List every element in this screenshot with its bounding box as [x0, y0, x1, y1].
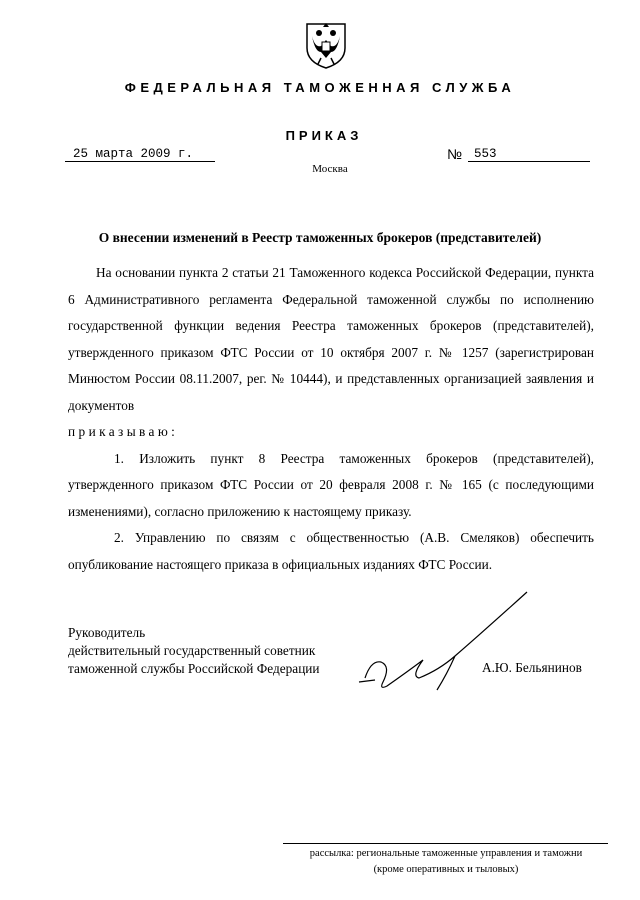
signatory-name: А.Ю. Бельянинов — [482, 660, 582, 675]
document-type: ПРИКАЗ — [285, 128, 363, 143]
order-date: 25 марта 2009 г. — [65, 147, 215, 162]
distribution-divider — [283, 843, 608, 844]
preamble-paragraph: На основании пункта 2 статьи 21 Таможенного кодекса Российской Федерации, пункта 6 Административного регламента Федеральной таможенной службы по исполнению государственной функции ведения Реестра таможенных брокеров (представителей), утвержденного приказом ФТС России от 10 октября 2007 г. № 1257 (зарегистрирован Минюстом России 08.11.2007, рег. № 10444), и представленных организацией заявления и документов — [68, 265, 594, 413]
position-line-3: таможенной службы Российской Федерации — [68, 661, 320, 676]
distribution-line-2: (кроме оперативных и тыловых) — [373, 864, 519, 875]
position-line-1: Руководитель — [68, 625, 146, 640]
city: Москва — [312, 163, 348, 175]
agency-name: ФЕДЕРАЛЬНАЯ ТАМОЖЕННАЯ СЛУЖБА — [124, 80, 516, 95]
number-label: № — [447, 146, 463, 162]
distribution-line-1: рассылка: региональные таможенные управления и таможни — [309, 848, 583, 859]
order-number: 553 — [468, 147, 590, 162]
order-item-2: 2. Управлению по связям с общественностью (А.В. Смеляков) обеспечить опубликование настоящего приказа в официальных изданиях ФТС России. — [68, 530, 594, 572]
handwritten-signature-icon — [335, 590, 535, 700]
order-body — [68, 260, 594, 578]
order-item-1: 1. Изложить пункт 8 Реестра таможенных брокеров (представителей), утвержденного приказом ФТС России от 20 февраля 2008 г. № 165 (с последующими изменениями), согласно приложению к настоящему приказу. — [68, 450, 594, 519]
order-word: приказываю: — [68, 424, 179, 439]
distribution-list — [286, 846, 606, 878]
coat-of-arms-icon — [303, 18, 349, 70]
position-line-2: действительный государственный советник — [68, 643, 316, 658]
order-subject: О внесении изменений в Реестр таможенных брокеров (представителей) — [98, 230, 542, 245]
signatory-position — [68, 624, 320, 678]
